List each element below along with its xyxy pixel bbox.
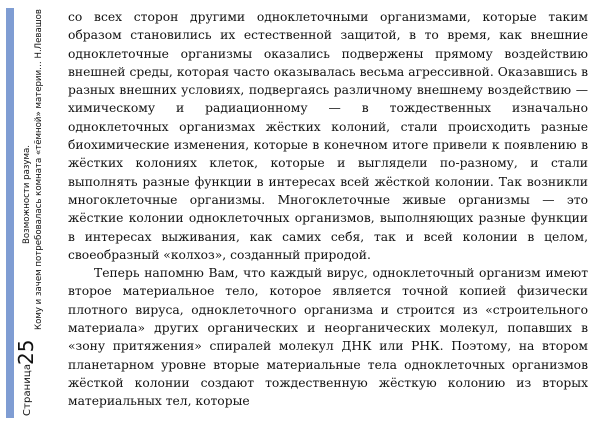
paragraph: Теперь напомню Вам, что каждый вирус, одноклеточный организм имеют второе материальное тело, которое является точной копией физически плотного вируса, одноклеточного организма и строится из «строительного материала» других органических и неорганических молекул, попавших в «зону притяжения» спиралей молекул ДНК или РНК. Поэтому, на втором планетарном уровне вторые материальные тела одноклеточных организмов жёсткой колонии создают тождественную жёсткую колонию из вторых материальных тел, которые <box>68 266 588 409</box>
paragraph-continued: со всех сторон другими одноклеточными организмами, которые таким образом становились их естественной защитой, в то время, как внешние одноклеточные организмы оказались подвержены прямому воздействию внешней среды, которая часто оказывалась весьма агрессивной. Оказавшись в разных внешних условиях, подвергаясь различному внешнему воздействию — химическому и радиационному — в тождественных изначально одноклеточных организмах жёстких колоний, стали происходить разные биохимические изменения, которые в конечном итоге привели к появлению в жёстких колониях клеток, которые и выглядели по-разному, и стали выполнять разные функции в интересах всей жёсткой колонии. Так возникли многоклеточные организмы. Многоклеточные живые организмы — это жёсткие колонии одноклеточных организмов, выполняющих разные функции в интересах выживания, как самих себя, так и всей колонии в целом, своеобразный «колхоз», созданный природой. <box>68 10 588 262</box>
page-number: 25 <box>14 339 38 365</box>
page-label: Страница <box>22 363 33 416</box>
main-text <box>68 8 588 411</box>
book-title: Кому и зачем потребовалась комната «тёмной» материи… Н.Левашов <box>34 9 44 330</box>
page-sidebar <box>0 0 52 423</box>
section-subject: Возможности разума. <box>22 145 32 244</box>
sidebar-rotated-text <box>6 6 50 416</box>
